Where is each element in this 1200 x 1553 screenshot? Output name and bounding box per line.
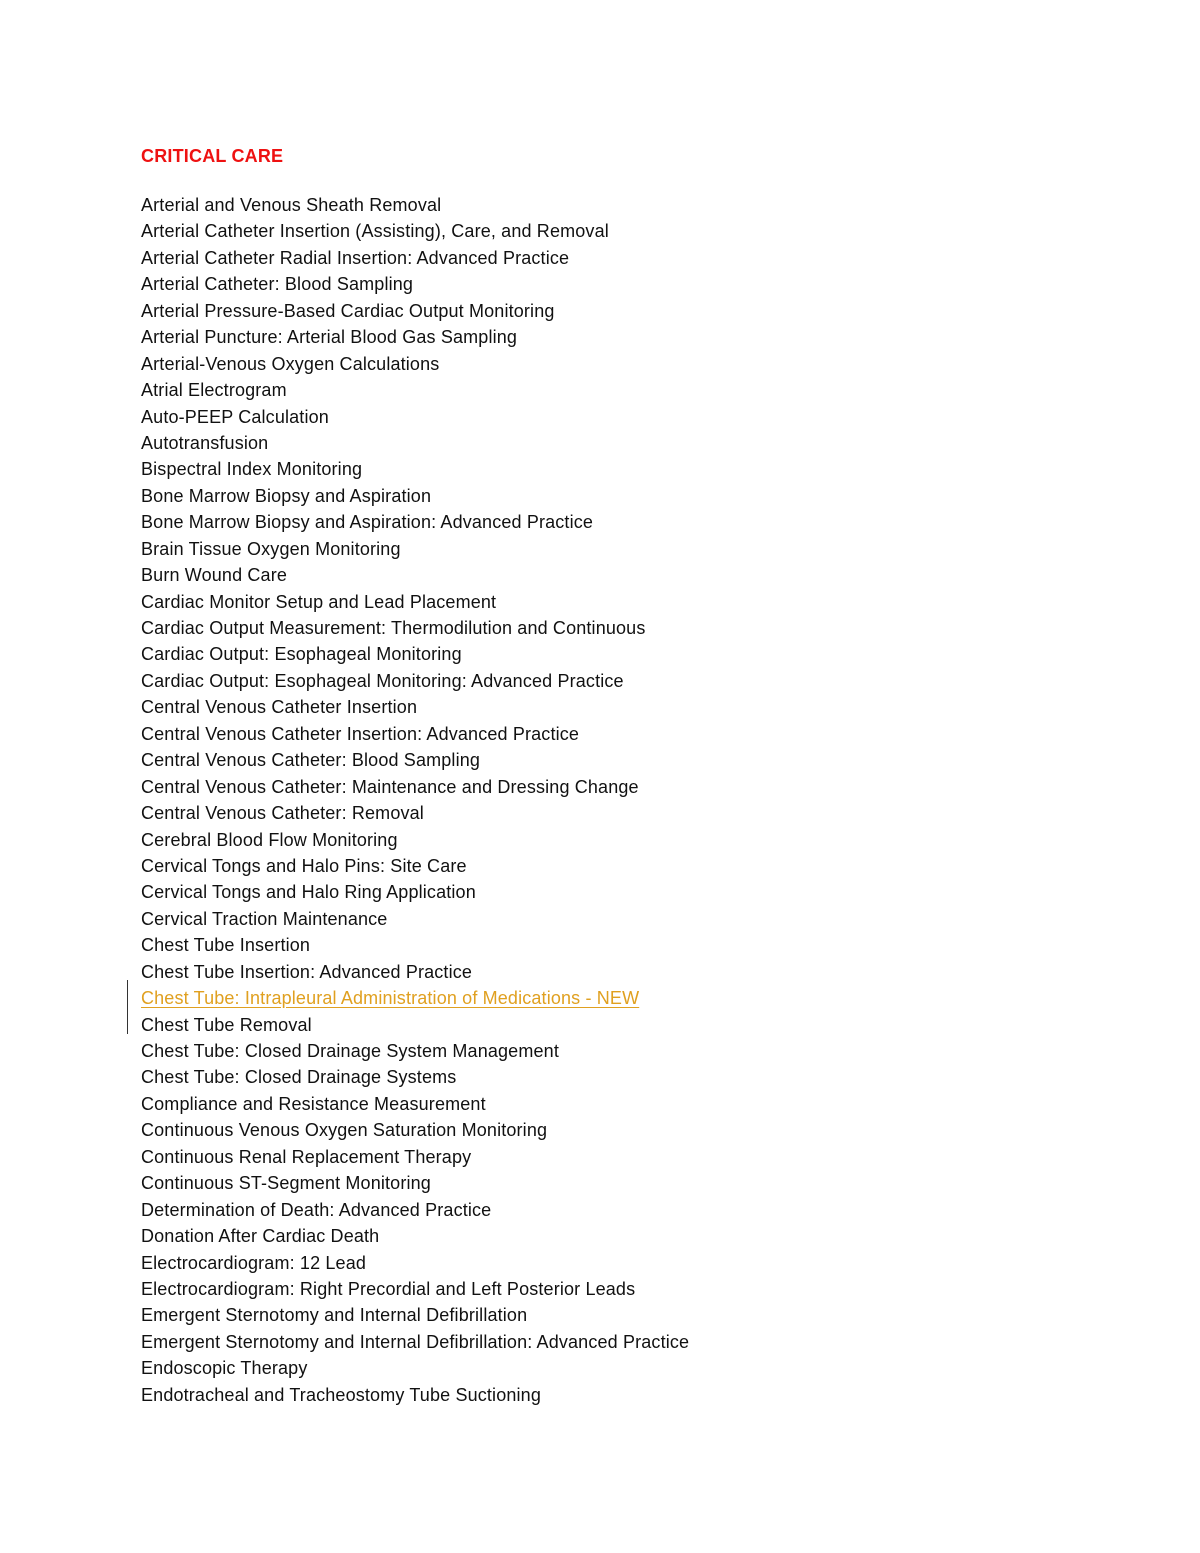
- procedure-item: Chest Tube Removal: [141, 1014, 312, 1035]
- procedure-item: Chest Tube Insertion: [141, 935, 311, 956]
- revision-change-bar: [127, 980, 128, 1034]
- procedure-item: Cerebral Blood Flow Monitoring: [141, 829, 398, 850]
- procedure-item: Continuous Venous Oxygen Saturation Monitoring: [141, 1120, 548, 1141]
- procedure-item: Chest Tube: Closed Drainage System Management: [141, 1041, 559, 1061]
- procedure-item: Bone Marrow Biopsy and Aspiration: [141, 485, 432, 506]
- procedure-item: Central Venous Catheter Insertion: [141, 697, 418, 718]
- procedure-item: Arterial Catheter Radial Insertion: Advanced Practice: [141, 247, 570, 268]
- procedure-item: Central Venous Catheter: Maintenance and Dressing Change: [141, 776, 639, 797]
- section-heading: CRITICAL CARE: [141, 146, 284, 166]
- procedure-item: Cervical Traction Maintenance: [141, 908, 388, 929]
- procedure-item: Emergent Sternotomy and Internal Defibrillation: Advanced Practice: [141, 1331, 690, 1352]
- procedure-item: Arterial Pressure-Based Cardiac Output Monitoring: [141, 300, 555, 321]
- procedure-item: Atrial Electrogram: [141, 380, 287, 401]
- procedure-item: Chest Tube Insertion: Advanced Practice: [141, 961, 473, 982]
- procedure-item: Cervical Tongs and Halo Ring Application: [141, 882, 476, 903]
- procedure-link[interactable]: Chest Tube: Intrapleural Administration of Medications - NEW: [141, 988, 640, 1009]
- procedure-item: Arterial Catheter: Blood Sampling: [141, 274, 414, 295]
- procedure-item: Emergent Sternotomy and Internal Defibrillation: [141, 1305, 528, 1326]
- procedure-item: Cardiac Output: Esophageal Monitoring: Advanced Practice: [141, 670, 624, 691]
- procedure-item: Donation After Cardiac Death: [141, 1226, 380, 1247]
- procedure-item: Endotracheal and Tracheostomy Tube Suctioning: [141, 1384, 541, 1405]
- procedure-item: Bone Marrow Biopsy and Aspiration: Advanced Practice: [141, 512, 594, 533]
- procedure-item: Electrocardiogram: 12 Lead: [141, 1252, 367, 1273]
- procedure-item: Brain Tissue Oxygen Monitoring: [141, 538, 401, 559]
- procedure-item: Endoscopic Therapy: [141, 1358, 308, 1379]
- procedure-item: Burn Wound Care: [141, 565, 287, 586]
- procedure-item: Determination of Death: Advanced Practice: [141, 1199, 492, 1220]
- procedure-item: Auto-PEEP Calculation: [141, 406, 329, 427]
- procedure-item: Cardiac Monitor Setup and Lead Placement: [141, 591, 497, 612]
- procedure-item: Autotransfusion: [141, 432, 269, 453]
- procedure-item: Continuous Renal Replacement Therapy: [141, 1146, 472, 1167]
- procedure-item: Cervical Tongs and Halo Pins: Site Care: [141, 855, 467, 876]
- procedure-item: Central Venous Catheter Insertion: Advanced Practice: [141, 723, 580, 744]
- procedure-item: Bispectral Index Monitoring: [141, 459, 363, 480]
- procedure-item: Arterial-Venous Oxygen Calculations: [141, 353, 440, 374]
- procedure-item: Chest Tube: Closed Drainage Systems: [141, 1067, 457, 1088]
- procedure-list: [141, 192, 689, 1408]
- procedure-item: Arterial Catheter Insertion (Assisting), Care, and Removal: [141, 221, 609, 242]
- procedure-item: Arterial and Venous Sheath Removal: [141, 195, 442, 215]
- procedure-item: Central Venous Catheter: Blood Sampling: [141, 750, 481, 771]
- procedure-item: Electrocardiogram: Right Precordial and Left Posterior Leads: [141, 1278, 636, 1299]
- procedure-item: Compliance and Resistance Measurement: [141, 1093, 486, 1114]
- procedure-item: Arterial Puncture: Arterial Blood Gas Sampling: [141, 327, 518, 348]
- procedure-item: Continuous ST-Segment Monitoring: [141, 1173, 431, 1194]
- procedure-item: Cardiac Output: Esophageal Monitoring: [141, 644, 462, 665]
- procedure-item: Cardiac Output Measurement: Thermodilution and Continuous: [141, 618, 646, 638]
- procedure-item: Central Venous Catheter: Removal: [141, 803, 424, 824]
